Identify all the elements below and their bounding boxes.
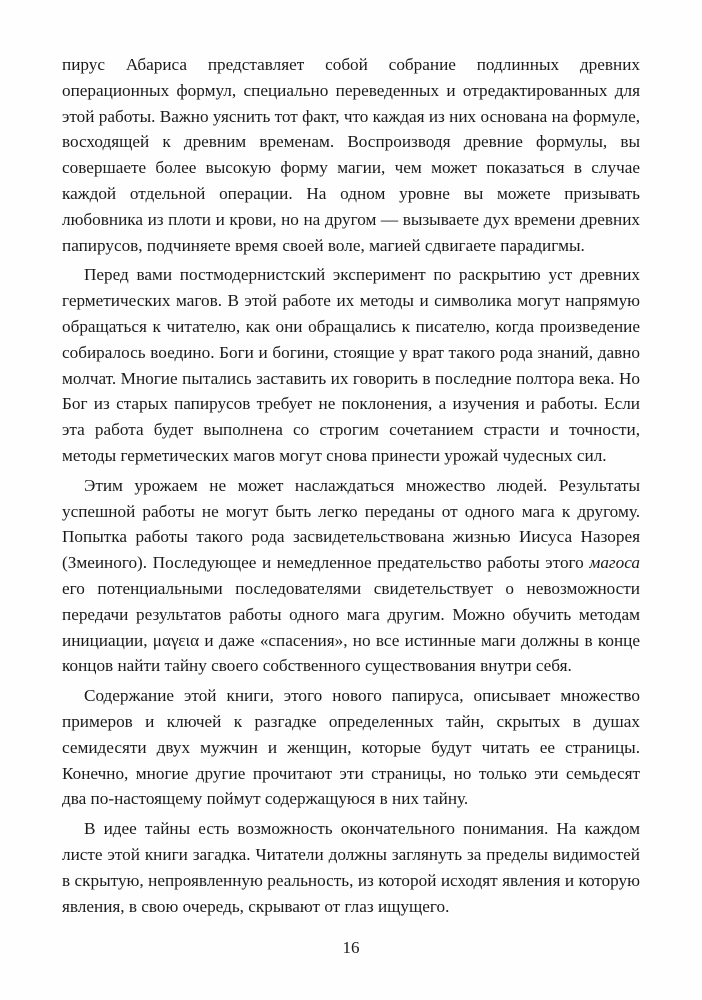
paragraph-3	[62, 473, 640, 679]
paragraph-2: Перед вами постмодернистский эксперимент по раскрытию уст древних герметических магов. В этой работе их методы и символика могут напрямую обращаться к читателю, как они обращались к писателю, когда произведение собиралось воедино. Боги и богини, стоящие у врат такого рода знаний, давно молчат. Многие пытались заставить их говорить в последние полтора века. Но Бог из старых папирусов требует не поклонения, а изучения и работы. Если эта работа будет выполнена со строгим сочетанием страсти и точности, методы герметических магов могут снова принести урожай чудесных сил.	[62, 265, 640, 465]
page-number: 16	[342, 938, 360, 957]
body-text	[62, 52, 640, 919]
paragraph-3-part-1: Этим урожаем не может наслаждаться множество людей. Результаты успешной работы не могут быть легко переданы от одного мага к другому. Попытка работы такого рода засвидетельствована жизнью Иисуса Назорея (Змеиного). Последующее и немедленное предательство работы этого	[62, 475, 640, 573]
paragraph-1: пирус Абариса представляет собой собрание подлинных древних операционных формул, специально переведенных и отредактированных для этой работы. Важно уяснить тот факт, что каждая из них основана на формуле, восходящей к древним временам. Воспроизводя древние формулы, вы совершаете более высокую форму магии, чем может показаться в случае каждой отдельной операции. На одном уровне вы можете призывать любовника из плоти и крови, но на другом — вызываете дух времени древних папирусов, подчиняете время своей воле, магией сдвигаете парадигмы.	[62, 55, 640, 255]
paragraph-4: Содержание этой книги, этого нового папируса, описывает множество примеров и ключей к разгадке определенных тайн, скрытых в душах семидесяти двух мужчин и женщин, которые будут читать ее страницы. Конечно, многие другие прочитают эти страницы, но только эти семьдесят два по-настоящему поймут содержащуюся в них тайну.	[62, 686, 640, 809]
italic-term: магоса	[589, 553, 640, 573]
paragraph-3-part-2: его потенциальными последователями свидетельствует о невозможности передачи результатов работы одного мага другим. Можно обучить методам инициации, μαγεια и даже «спасения», но все истинные маги должны в конце концов найти тайну своего собственного существования внутри себя.	[62, 578, 640, 676]
paragraph-5: В идее тайны есть возможность окончательного понимания. На каждом листе этой книги загадка. Читатели должны заглянуть за пределы видимостей в скрытую, непроявленную реальность, из которой исходят явления и которую явления, в свою очередь, скрывают от глаз ищущего.	[62, 819, 640, 916]
